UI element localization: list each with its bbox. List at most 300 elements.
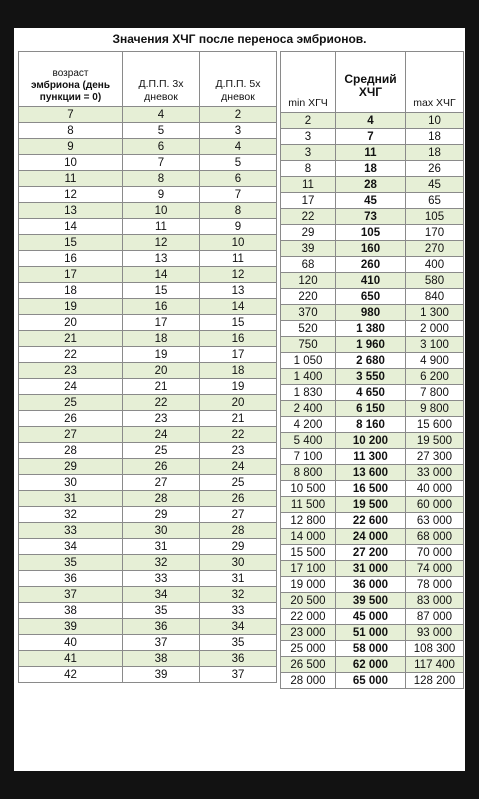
cell-dpp-3day: 30: [123, 523, 200, 539]
table-row: [19, 395, 277, 411]
cell-min-hcg: 15 500: [281, 545, 336, 561]
cell-min-hcg: 10 500: [281, 481, 336, 497]
cell-avg-hcg: 45: [336, 193, 406, 209]
cell-max-hcg: 9 800: [406, 401, 464, 417]
cell-max-hcg: 7 800: [406, 385, 464, 401]
table-row: [19, 171, 277, 187]
cell-min-hcg: 3: [281, 129, 336, 145]
cell-embryo-age: 42: [19, 667, 123, 683]
cell-dpp-5day: 29: [200, 539, 277, 555]
table-row: [19, 219, 277, 235]
table-row: [19, 507, 277, 523]
table-row: [281, 113, 464, 129]
cell-min-hcg: 19 000: [281, 577, 336, 593]
cell-dpp-3day: 9: [123, 187, 200, 203]
cell-avg-hcg: 19 500: [336, 497, 406, 513]
cell-max-hcg: 70 000: [406, 545, 464, 561]
cell-embryo-age: 18: [19, 283, 123, 299]
cell-min-hcg: 5 400: [281, 433, 336, 449]
cell-max-hcg: 108 300: [406, 641, 464, 657]
cell-embryo-age: 31: [19, 491, 123, 507]
cell-min-hcg: 17: [281, 193, 336, 209]
cell-dpp-5day: 6: [200, 171, 277, 187]
cell-dpp-3day: 34: [123, 587, 200, 603]
cell-min-hcg: 17 100: [281, 561, 336, 577]
cell-min-hcg: 120: [281, 273, 336, 289]
cell-avg-hcg: 980: [336, 305, 406, 321]
cell-min-hcg: 4 200: [281, 417, 336, 433]
cell-max-hcg: 10: [406, 113, 464, 129]
cell-dpp-3day: 21: [123, 379, 200, 395]
cell-max-hcg: 840: [406, 289, 464, 305]
cell-embryo-age: 26: [19, 411, 123, 427]
cell-dpp-3day: 16: [123, 299, 200, 315]
cell-embryo-age: 12: [19, 187, 123, 203]
cell-max-hcg: 15 600: [406, 417, 464, 433]
cell-max-hcg: 18: [406, 145, 464, 161]
cell-dpp-3day: 25: [123, 443, 200, 459]
table-row: [19, 299, 277, 315]
table-row: [19, 347, 277, 363]
cell-dpp-5day: 9: [200, 219, 277, 235]
table-row: [281, 465, 464, 481]
cell-embryo-age: 29: [19, 459, 123, 475]
header-dpp-3day: Д.П.П. 3х дневок: [123, 52, 200, 107]
cell-dpp-3day: 28: [123, 491, 200, 507]
table-row: [281, 305, 464, 321]
table-row: [281, 609, 464, 625]
cell-dpp-5day: 12: [200, 267, 277, 283]
table-row: [281, 513, 464, 529]
cell-embryo-age: 7: [19, 107, 123, 123]
cell-avg-hcg: 4 650: [336, 385, 406, 401]
header-avg-hcg: Средний ХЧГ: [336, 52, 406, 113]
cell-min-hcg: 2: [281, 113, 336, 129]
cell-embryo-age: 20: [19, 315, 123, 331]
cell-dpp-5day: 26: [200, 491, 277, 507]
table-row: [281, 273, 464, 289]
cell-max-hcg: 128 200: [406, 673, 464, 689]
cell-dpp-5day: 33: [200, 603, 277, 619]
table-row: [19, 587, 277, 603]
cell-avg-hcg: 31 000: [336, 561, 406, 577]
cell-dpp-3day: 17: [123, 315, 200, 331]
cell-dpp-3day: 36: [123, 619, 200, 635]
cell-dpp-5day: 15: [200, 315, 277, 331]
cell-dpp-5day: 14: [200, 299, 277, 315]
cell-dpp-3day: 39: [123, 667, 200, 683]
table-row: [281, 129, 464, 145]
cell-dpp-3day: 11: [123, 219, 200, 235]
cell-dpp-3day: 15: [123, 283, 200, 299]
cell-dpp-5day: 36: [200, 651, 277, 667]
table-row: [19, 523, 277, 539]
table-row: [19, 667, 277, 683]
header-max-hcg: max ХЧГ: [406, 52, 464, 113]
cell-min-hcg: 3: [281, 145, 336, 161]
table-row: [281, 257, 464, 273]
cell-dpp-5day: 10: [200, 235, 277, 251]
cell-dpp-5day: 2: [200, 107, 277, 123]
cell-avg-hcg: 1 380: [336, 321, 406, 337]
cell-embryo-age: 15: [19, 235, 123, 251]
cell-max-hcg: 78 000: [406, 577, 464, 593]
table-row: [281, 449, 464, 465]
cell-dpp-5day: 17: [200, 347, 277, 363]
cell-avg-hcg: 22 600: [336, 513, 406, 529]
cell-min-hcg: 220: [281, 289, 336, 305]
cell-max-hcg: 74 000: [406, 561, 464, 577]
table-row: [281, 417, 464, 433]
cell-dpp-3day: 7: [123, 155, 200, 171]
table-row: [19, 539, 277, 555]
cell-dpp-3day: 29: [123, 507, 200, 523]
cell-min-hcg: 7 100: [281, 449, 336, 465]
table-row: [19, 283, 277, 299]
cell-min-hcg: 8: [281, 161, 336, 177]
cell-dpp-5day: 20: [200, 395, 277, 411]
cell-dpp-5day: 31: [200, 571, 277, 587]
table-row: [281, 321, 464, 337]
cell-max-hcg: 6 200: [406, 369, 464, 385]
cell-avg-hcg: 13 600: [336, 465, 406, 481]
cell-max-hcg: 87 000: [406, 609, 464, 625]
cell-min-hcg: 1 830: [281, 385, 336, 401]
table-row: [19, 379, 277, 395]
cell-dpp-3day: 14: [123, 267, 200, 283]
cell-avg-hcg: 28: [336, 177, 406, 193]
table-row: [281, 193, 464, 209]
table-row: [19, 123, 277, 139]
table-row: [281, 433, 464, 449]
cell-avg-hcg: 160: [336, 241, 406, 257]
table-row: [281, 545, 464, 561]
table-row: [19, 459, 277, 475]
cell-dpp-3day: 23: [123, 411, 200, 427]
header-dpp-5day: Д.П.П. 5х дневок: [200, 52, 277, 107]
cell-dpp-5day: 23: [200, 443, 277, 459]
cell-max-hcg: 170: [406, 225, 464, 241]
cell-embryo-age: 36: [19, 571, 123, 587]
cell-embryo-age: 16: [19, 251, 123, 267]
cell-avg-hcg: 11: [336, 145, 406, 161]
table-row: [19, 155, 277, 171]
cell-dpp-3day: 4: [123, 107, 200, 123]
cell-dpp-5day: 5: [200, 155, 277, 171]
cell-avg-hcg: 39 500: [336, 593, 406, 609]
cell-dpp-3day: 10: [123, 203, 200, 219]
table-row: [19, 315, 277, 331]
cell-embryo-age: 25: [19, 395, 123, 411]
table-row: [281, 641, 464, 657]
cell-embryo-age: 34: [19, 539, 123, 555]
cell-embryo-age: 37: [19, 587, 123, 603]
cell-embryo-age: 22: [19, 347, 123, 363]
table-row: [281, 657, 464, 673]
cell-avg-hcg: 3 550: [336, 369, 406, 385]
table-row: [19, 363, 277, 379]
table-row: [19, 619, 277, 635]
cell-min-hcg: 1 050: [281, 353, 336, 369]
table-row: [19, 251, 277, 267]
table-row: [19, 571, 277, 587]
cell-embryo-age: 8: [19, 123, 123, 139]
cell-max-hcg: 83 000: [406, 593, 464, 609]
cell-embryo-age: 30: [19, 475, 123, 491]
cell-min-hcg: 29: [281, 225, 336, 241]
cell-embryo-age: 40: [19, 635, 123, 651]
hcg-values-table: [280, 51, 464, 689]
cell-min-hcg: 39: [281, 241, 336, 257]
cell-embryo-age: 41: [19, 651, 123, 667]
table-row: [281, 593, 464, 609]
cell-min-hcg: 520: [281, 321, 336, 337]
cell-dpp-3day: 33: [123, 571, 200, 587]
cell-embryo-age: 28: [19, 443, 123, 459]
cell-avg-hcg: 16 500: [336, 481, 406, 497]
table-row: [281, 625, 464, 641]
table-row: [281, 145, 464, 161]
table-row: [281, 177, 464, 193]
cell-dpp-5day: 21: [200, 411, 277, 427]
table-row: [281, 577, 464, 593]
cell-dpp-5day: 4: [200, 139, 277, 155]
cell-embryo-age: 10: [19, 155, 123, 171]
cell-embryo-age: 39: [19, 619, 123, 635]
table-row: [281, 161, 464, 177]
cell-min-hcg: 22: [281, 209, 336, 225]
cell-max-hcg: 26: [406, 161, 464, 177]
table-row: [19, 267, 277, 283]
cell-avg-hcg: 18: [336, 161, 406, 177]
cell-dpp-5day: 7: [200, 187, 277, 203]
cell-avg-hcg: 105: [336, 225, 406, 241]
cell-max-hcg: 60 000: [406, 497, 464, 513]
header-age-line3: пункции = 0): [39, 92, 102, 103]
cell-max-hcg: 18: [406, 129, 464, 145]
cell-max-hcg: 40 000: [406, 481, 464, 497]
cell-max-hcg: 19 500: [406, 433, 464, 449]
cell-embryo-age: 24: [19, 379, 123, 395]
cell-dpp-5day: 3: [200, 123, 277, 139]
cell-avg-hcg: 58 000: [336, 641, 406, 657]
cell-min-hcg: 23 000: [281, 625, 336, 641]
table-row: [281, 481, 464, 497]
header-age-line2: эмбриона (день: [30, 80, 110, 91]
cell-avg-hcg: 10 200: [336, 433, 406, 449]
cell-max-hcg: 33 000: [406, 465, 464, 481]
cell-max-hcg: 400: [406, 257, 464, 273]
header-embryo-age: [19, 52, 123, 107]
table-row: [281, 369, 464, 385]
table-row: [281, 353, 464, 369]
cell-embryo-age: 11: [19, 171, 123, 187]
cell-dpp-5day: 18: [200, 363, 277, 379]
cell-avg-hcg: 6 150: [336, 401, 406, 417]
cell-dpp-3day: 22: [123, 395, 200, 411]
header-min-hcg: min ХГЧ: [281, 52, 336, 113]
table-row: [19, 603, 277, 619]
cell-avg-hcg: 62 000: [336, 657, 406, 673]
table-row: [281, 241, 464, 257]
cell-min-hcg: 8 800: [281, 465, 336, 481]
cell-max-hcg: 1 300: [406, 305, 464, 321]
cell-min-hcg: 11 500: [281, 497, 336, 513]
cell-dpp-3day: 38: [123, 651, 200, 667]
cell-dpp-5day: 32: [200, 587, 277, 603]
cell-avg-hcg: 27 200: [336, 545, 406, 561]
table-row: [19, 475, 277, 491]
cell-min-hcg: 750: [281, 337, 336, 353]
cell-dpp-3day: 31: [123, 539, 200, 555]
cell-min-hcg: 26 500: [281, 657, 336, 673]
table-row: [19, 427, 277, 443]
cell-avg-hcg: 260: [336, 257, 406, 273]
cell-avg-hcg: 11 300: [336, 449, 406, 465]
spreadsheet-sheet: [14, 28, 465, 771]
cell-max-hcg: 105: [406, 209, 464, 225]
cell-dpp-5day: 25: [200, 475, 277, 491]
cell-dpp-5day: 11: [200, 251, 277, 267]
cell-embryo-age: 32: [19, 507, 123, 523]
cell-dpp-5day: 24: [200, 459, 277, 475]
cell-min-hcg: 11: [281, 177, 336, 193]
cell-max-hcg: 68 000: [406, 529, 464, 545]
cell-dpp-3day: 13: [123, 251, 200, 267]
table-row: [281, 401, 464, 417]
cell-dpp-3day: 18: [123, 331, 200, 347]
cell-min-hcg: 14 000: [281, 529, 336, 545]
cell-dpp-5day: 13: [200, 283, 277, 299]
cell-embryo-age: 35: [19, 555, 123, 571]
cell-dpp-3day: 12: [123, 235, 200, 251]
cell-max-hcg: 65: [406, 193, 464, 209]
table-row: [19, 235, 277, 251]
table-row: [281, 529, 464, 545]
table-row: [19, 555, 277, 571]
cell-dpp-3day: 27: [123, 475, 200, 491]
cell-avg-hcg: 36 000: [336, 577, 406, 593]
table-row: [281, 385, 464, 401]
cell-embryo-age: 27: [19, 427, 123, 443]
cell-dpp-5day: 37: [200, 667, 277, 683]
cell-dpp-5day: 27: [200, 507, 277, 523]
embryo-age-table: [18, 51, 277, 683]
cell-dpp-5day: 35: [200, 635, 277, 651]
cell-avg-hcg: 51 000: [336, 625, 406, 641]
cell-dpp-5day: 8: [200, 203, 277, 219]
cell-embryo-age: 19: [19, 299, 123, 315]
cell-embryo-age: 33: [19, 523, 123, 539]
cell-dpp-3day: 32: [123, 555, 200, 571]
cell-avg-hcg: 65 000: [336, 673, 406, 689]
cell-embryo-age: 9: [19, 139, 123, 155]
cell-embryo-age: 13: [19, 203, 123, 219]
table-row: [19, 443, 277, 459]
cell-max-hcg: 45: [406, 177, 464, 193]
cell-embryo-age: 21: [19, 331, 123, 347]
table-row: [19, 187, 277, 203]
cell-avg-hcg: 45 000: [336, 609, 406, 625]
cell-min-hcg: 25 000: [281, 641, 336, 657]
cell-max-hcg: 93 000: [406, 625, 464, 641]
cell-avg-hcg: 410: [336, 273, 406, 289]
cell-min-hcg: 22 000: [281, 609, 336, 625]
cell-dpp-3day: 19: [123, 347, 200, 363]
table-row: [281, 561, 464, 577]
header-row: [281, 52, 464, 113]
cell-dpp-5day: 34: [200, 619, 277, 635]
table-row: [281, 337, 464, 353]
table-row: [19, 331, 277, 347]
cell-dpp-5day: 19: [200, 379, 277, 395]
cell-avg-hcg: 4: [336, 113, 406, 129]
cell-dpp-3day: 5: [123, 123, 200, 139]
cell-min-hcg: 68: [281, 257, 336, 273]
table-row: [19, 203, 277, 219]
cell-max-hcg: 3 100: [406, 337, 464, 353]
cell-dpp-3day: 24: [123, 427, 200, 443]
table-row: [281, 225, 464, 241]
cell-min-hcg: 20 500: [281, 593, 336, 609]
cell-avg-hcg: 73: [336, 209, 406, 225]
cell-max-hcg: 27 300: [406, 449, 464, 465]
cell-dpp-3day: 26: [123, 459, 200, 475]
table-row: [281, 289, 464, 305]
cell-max-hcg: 63 000: [406, 513, 464, 529]
cell-dpp-3day: 35: [123, 603, 200, 619]
cell-max-hcg: 2 000: [406, 321, 464, 337]
table-row: [19, 491, 277, 507]
table-row: [281, 209, 464, 225]
cell-max-hcg: 117 400: [406, 657, 464, 673]
cell-avg-hcg: 1 960: [336, 337, 406, 353]
cell-avg-hcg: 7: [336, 129, 406, 145]
table-row: [19, 139, 277, 155]
table-row: [19, 651, 277, 667]
cell-min-hcg: 28 000: [281, 673, 336, 689]
header-age-line1: возраст: [52, 68, 89, 79]
cell-min-hcg: 12 800: [281, 513, 336, 529]
table-row: [19, 635, 277, 651]
cell-dpp-3day: 37: [123, 635, 200, 651]
table-row: [281, 497, 464, 513]
cell-dpp-5day: 16: [200, 331, 277, 347]
cell-dpp-3day: 20: [123, 363, 200, 379]
table-title: Значения ХЧГ после переноса эмбрионов.: [112, 32, 367, 46]
cell-dpp-5day: 28: [200, 523, 277, 539]
cell-min-hcg: 1 400: [281, 369, 336, 385]
cell-embryo-age: 38: [19, 603, 123, 619]
table-row: [19, 107, 277, 123]
table-row: [19, 411, 277, 427]
cell-dpp-5day: 22: [200, 427, 277, 443]
cell-max-hcg: 270: [406, 241, 464, 257]
cell-dpp-5day: 30: [200, 555, 277, 571]
cell-min-hcg: 2 400: [281, 401, 336, 417]
cell-avg-hcg: 650: [336, 289, 406, 305]
cell-embryo-age: 17: [19, 267, 123, 283]
cell-min-hcg: 370: [281, 305, 336, 321]
cell-embryo-age: 23: [19, 363, 123, 379]
cell-avg-hcg: 24 000: [336, 529, 406, 545]
cell-avg-hcg: 2 680: [336, 353, 406, 369]
cell-embryo-age: 14: [19, 219, 123, 235]
cell-max-hcg: 580: [406, 273, 464, 289]
table-row: [281, 673, 464, 689]
cell-dpp-3day: 6: [123, 139, 200, 155]
cell-max-hcg: 4 900: [406, 353, 464, 369]
